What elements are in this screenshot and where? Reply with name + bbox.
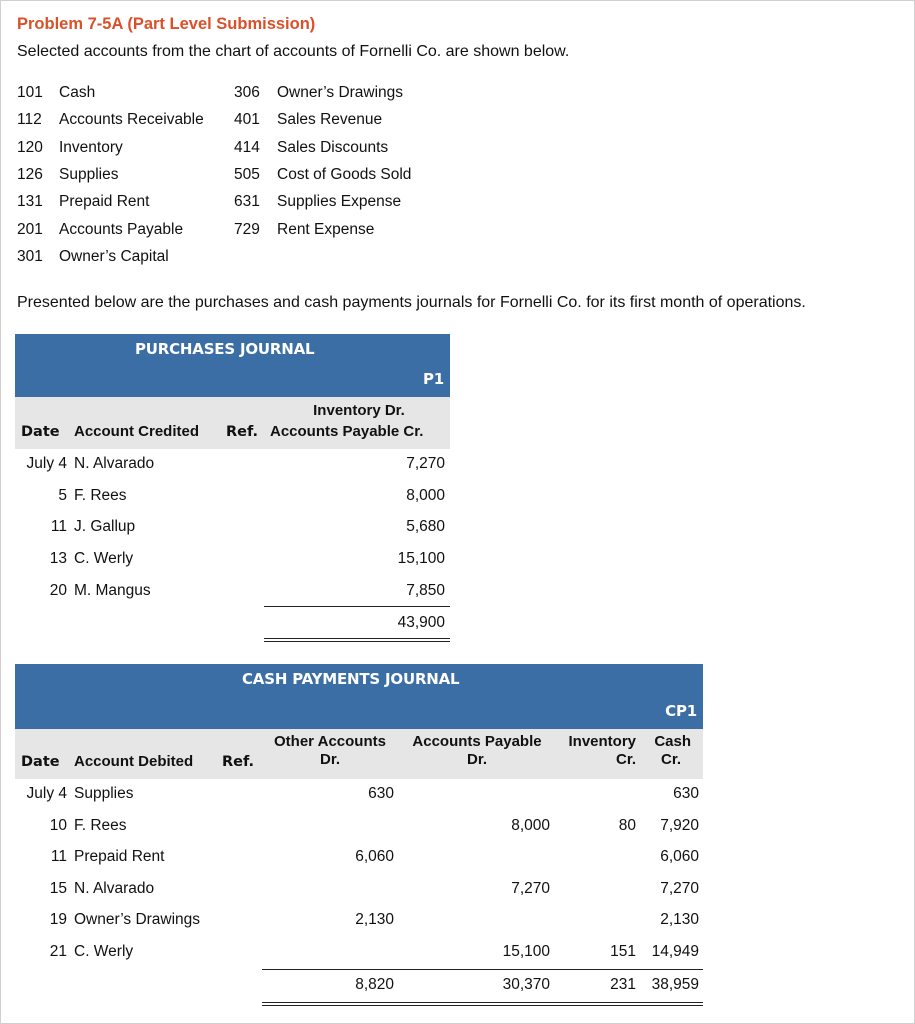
col-ref: Ref.	[226, 424, 259, 440]
total-other-dr: 8,820	[355, 976, 394, 993]
row-account: J. Gallup	[74, 518, 136, 535]
row-amount: 7,850	[406, 582, 445, 599]
col-ref: Ref.	[222, 754, 255, 770]
row-other-dr: 630	[368, 785, 394, 802]
double-rule	[262, 1002, 703, 1006]
row-account: Owner’s Drawings	[74, 911, 201, 928]
problem-title: Problem 7-5A (Part Level Submission)	[17, 15, 316, 33]
account-name: Accounts Receivable	[59, 111, 204, 128]
account-num: 505	[234, 166, 260, 183]
purchases-total: 43,900	[397, 614, 445, 631]
row-date: 5	[58, 487, 67, 504]
row-date: July 4	[26, 785, 67, 802]
row-account: M. Mangus	[74, 582, 151, 599]
row-other-dr: 2,130	[355, 911, 394, 928]
purchases-journal-code: P1	[422, 370, 444, 388]
cash-payments-journal-code: CP1	[665, 702, 697, 720]
row-amount: 5,680	[406, 518, 445, 535]
total-rule	[264, 606, 450, 607]
col-amount-line2: Accounts Payable Cr.	[270, 423, 424, 440]
row-date: 13	[49, 550, 67, 567]
account-name: Supplies	[59, 166, 119, 183]
account-name: Supplies Expense	[277, 193, 402, 210]
row-amount: 8,000	[406, 487, 445, 504]
account-name: Accounts Payable	[59, 221, 184, 238]
row-account: F. Rees	[74, 487, 127, 504]
account-name: Owner’s Drawings	[277, 84, 404, 101]
row-account: Prepaid Rent	[74, 848, 165, 865]
col-cash-cr: Cr.	[660, 751, 681, 768]
row-ap-dr: 7,270	[511, 880, 550, 897]
row-account: F. Rees	[74, 817, 127, 834]
account-num: 306	[234, 84, 260, 101]
account-num: 401	[234, 111, 260, 128]
account-num: 301	[17, 248, 43, 265]
account-num: 631	[234, 193, 260, 210]
col-date: Date	[21, 754, 60, 770]
row-date: 20	[49, 582, 67, 599]
row-cash-cr: 7,920	[660, 817, 699, 834]
account-num: 414	[234, 139, 260, 156]
intro-text: Selected accounts from the chart of accounts of Fornelli Co. are shown below.	[17, 43, 570, 60]
total-ap-dr: 30,370	[502, 976, 550, 993]
account-num: 126	[17, 166, 43, 183]
account-name: Cost of Goods Sold	[277, 166, 412, 183]
account-name: Rent Expense	[277, 221, 375, 238]
row-ap-dr: 8,000	[511, 817, 550, 834]
row-date: 15	[49, 880, 67, 897]
total-rule	[262, 969, 703, 970]
account-name: Cash	[59, 84, 96, 101]
total-cash-cr: 38,959	[651, 976, 699, 993]
account-name: Sales Discounts	[277, 139, 389, 156]
account-num: 131	[17, 193, 43, 210]
purchases-journal-title: PURCHASES JOURNAL	[135, 340, 315, 358]
purchases-column-headers	[15, 397, 450, 449]
double-rule	[264, 638, 450, 642]
account-num: 101	[17, 84, 43, 101]
row-account: C. Werly	[74, 943, 134, 960]
row-inventory-cr: 151	[610, 943, 636, 960]
col-accounts-payable: Accounts Payable	[412, 733, 542, 750]
account-num: 201	[17, 221, 43, 238]
row-date: July 4	[26, 455, 67, 472]
row-date: 19	[49, 911, 67, 928]
row-amount: 7,270	[406, 455, 445, 472]
cash-payments-column-headers	[15, 729, 703, 779]
col-date: Date	[21, 424, 60, 440]
row-amount: 15,100	[397, 550, 445, 567]
journals-intro-text: Presented below are the purchases and cash payments journals for Fornelli Co. for its first month of operations.	[17, 294, 806, 311]
row-inventory-cr: 80	[618, 817, 636, 834]
account-num: 112	[17, 111, 42, 128]
row-account: N. Alvarado	[74, 455, 155, 472]
col-inventory-cr: Cr.	[615, 751, 636, 768]
col-other-dr: Dr.	[319, 751, 340, 768]
row-cash-cr: 630	[673, 785, 699, 802]
row-cash-cr: 2,130	[660, 911, 699, 928]
account-name: Prepaid Rent	[59, 193, 150, 210]
row-date: 11	[50, 848, 67, 865]
col-amount-line1: Inventory Dr.	[313, 402, 405, 419]
cash-payments-journal-title: CASH PAYMENTS JOURNAL	[242, 670, 460, 688]
row-other-dr: 6,060	[355, 848, 394, 865]
row-date: 11	[50, 518, 67, 535]
account-num: 120	[17, 139, 43, 156]
row-cash-cr: 6,060	[660, 848, 699, 865]
row-date: 21	[49, 943, 67, 960]
account-name: Inventory	[59, 139, 123, 156]
cash-payments-journal-header	[15, 664, 703, 729]
col-account-debited: Account Debited	[74, 753, 194, 770]
row-date: 10	[49, 817, 67, 834]
purchases-journal-header	[15, 334, 450, 397]
row-ap-dr: 15,100	[502, 943, 550, 960]
col-inventory: Inventory	[568, 733, 636, 750]
row-cash-cr: 7,270	[660, 880, 699, 897]
col-account-credited: Account Credited	[74, 423, 200, 440]
row-cash-cr: 14,949	[651, 943, 699, 960]
row-account: N. Alvarado	[74, 880, 155, 897]
account-name: Sales Revenue	[277, 111, 383, 128]
col-cash: Cash	[654, 733, 691, 750]
row-account: C. Werly	[74, 550, 134, 567]
col-ap-dr: Dr.	[466, 751, 487, 768]
total-inventory-cr: 231	[610, 976, 636, 993]
account-num: 729	[234, 221, 260, 238]
row-account: Supplies	[74, 785, 134, 802]
account-name: Owner’s Capital	[59, 248, 169, 265]
col-other-accounts: Other Accounts	[274, 733, 386, 750]
